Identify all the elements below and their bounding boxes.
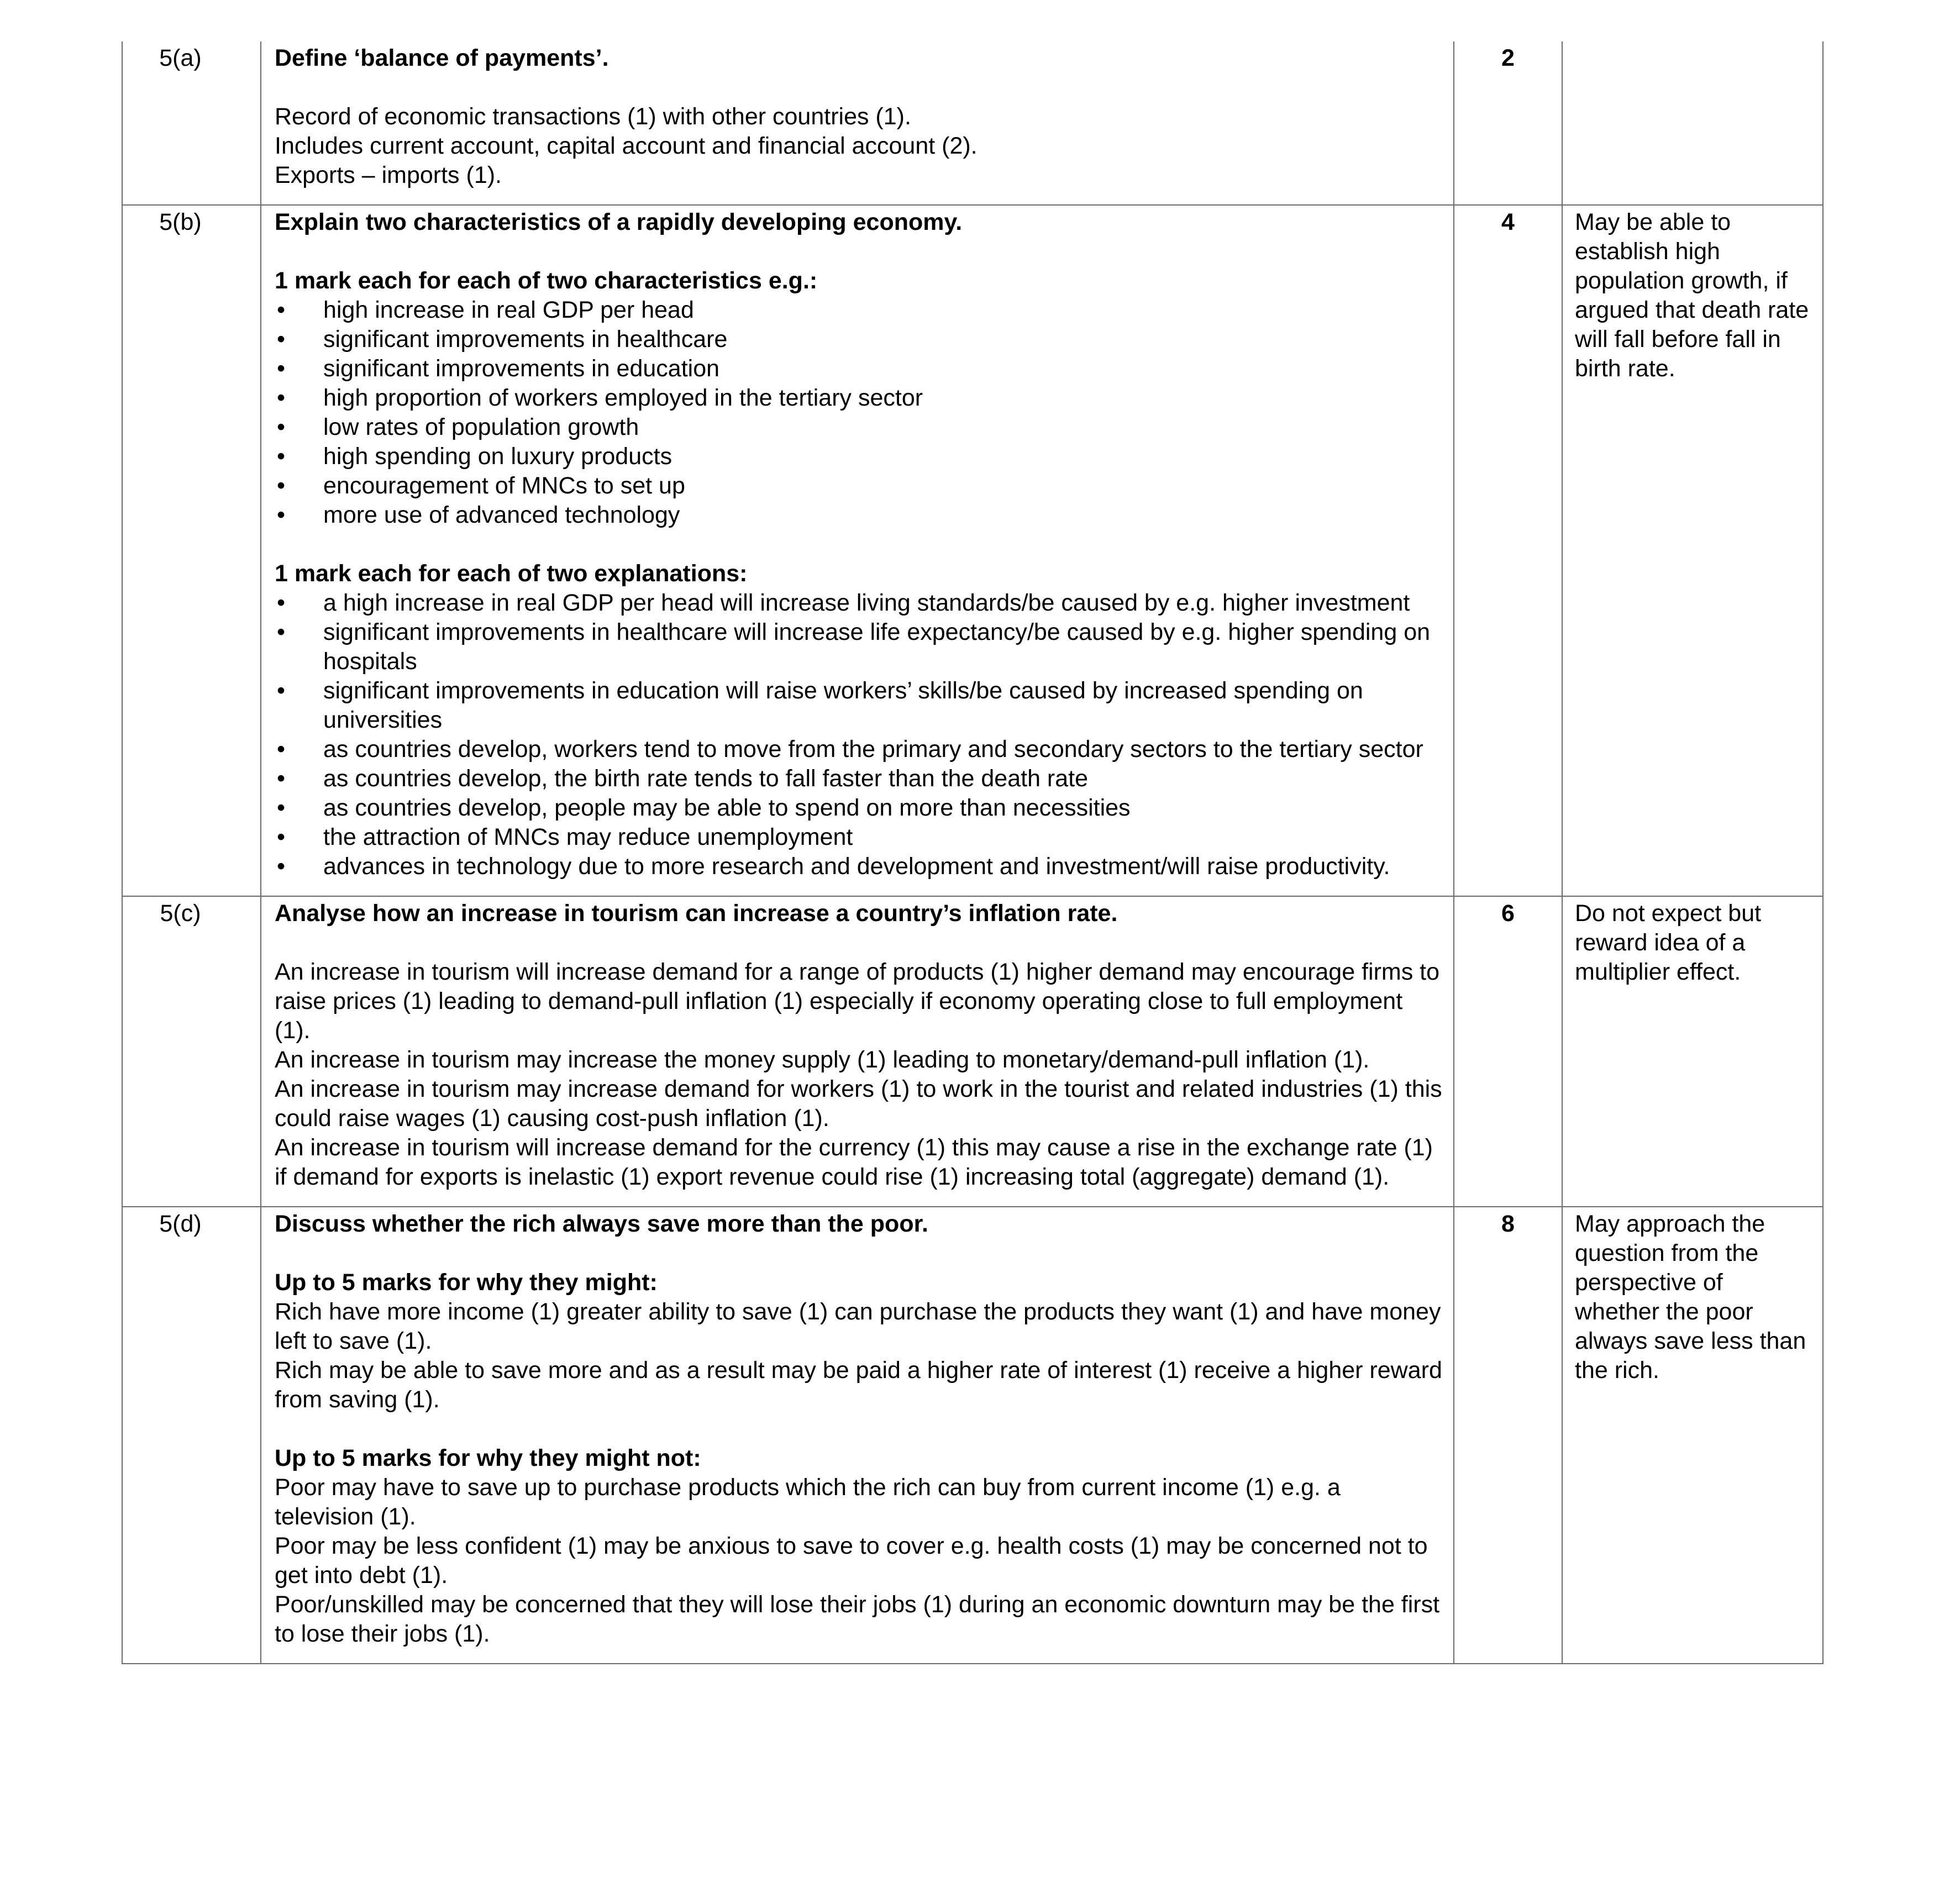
answer-line: Poor may have to save up to purchase products which the rich can buy from current income (1) e.g. a television (1). xyxy=(275,1474,1341,1530)
list-item: • as countries develop, people may be able to spend on more than necessities xyxy=(275,793,1442,823)
subheading: 1 mark each for each of two characteristics e.g.: xyxy=(275,267,818,294)
subheading: Up to 5 marks for why they might not: xyxy=(275,1445,701,1471)
answer-line: An increase in tourism may increase demand for workers (1) to work in the tourist and related industries (1) this could raise wages (1) causing cost-push inflation (1). xyxy=(275,1076,1442,1132)
question-row-5b xyxy=(122,205,1823,896)
answer-cell xyxy=(261,1207,1454,1664)
answer-line: Record of economic transactions (1) with other countries (1). xyxy=(275,103,911,130)
marks-cell: 8 xyxy=(1454,1207,1562,1664)
question-title: Define ‘balance of payments’. xyxy=(275,45,609,71)
question-title: Analyse how an increase in tourism can increase a country’s inflation rate. xyxy=(275,900,1118,927)
bullet-icon: • xyxy=(277,472,286,499)
question-title: Explain two characteristics of a rapidly developing economy. xyxy=(275,209,963,235)
answer-line: An increase in tourism will increase demand for a range of products (1) higher demand may encourage firms to raise prices (1) leading to demand-pull inflation (1) especially if economy operating close to full employment (1). xyxy=(275,959,1440,1044)
answer-line: Includes current account, capital account and financial account (2). xyxy=(275,133,978,159)
answer-line: Exports – imports (1). xyxy=(275,162,502,188)
marks-cell: 4 xyxy=(1454,205,1562,896)
answer-cell xyxy=(261,205,1454,896)
list-item: • high increase in real GDP per head xyxy=(275,296,1442,325)
bullet-icon: • xyxy=(277,590,286,616)
bullet-icon: • xyxy=(277,619,286,645)
list-item: • low rates of population growth xyxy=(275,413,1442,442)
bullet-list xyxy=(275,296,1442,530)
guidance-cell xyxy=(1562,41,1823,205)
list-item: • significant improvements in healthcare will increase life expectancy/be caused by e.g. higher spending on hospitals xyxy=(277,619,1431,675)
subheading: 1 mark each for each of two explanations: xyxy=(275,560,748,587)
list-item: • high spending on luxury products xyxy=(275,442,1442,471)
list-item: • significant improvements in healthcare xyxy=(275,325,1442,354)
list-item: • as countries develop, the birth rate tends to fall faster than the death rate xyxy=(275,764,1442,793)
bullet-icon: • xyxy=(277,736,286,762)
bullet-icon: • xyxy=(277,824,286,850)
guidance-cell: May be able to establish high population growth, if argued that death rate will fall before fall in birth rate. xyxy=(1562,205,1823,896)
bullet-icon: • xyxy=(277,443,286,470)
list-item: • as countries develop, workers tend to move from the primary and secondary sectors to the tertiary sector xyxy=(275,735,1442,764)
answer-line: An increase in tourism will increase demand for the currency (1) this may cause a rise in the exchange rate (1) if demand for exports is inelastic (1) export revenue could rise (1) increasing total (aggregate) demand (1). xyxy=(275,1134,1433,1190)
list-item: • significant improvements in education will raise workers’ skills/be caused by increased spending on universities xyxy=(277,677,1363,733)
bullet-icon: • xyxy=(277,326,286,353)
question-row-5c xyxy=(122,896,1823,1207)
bullet-list xyxy=(275,588,1442,881)
answer-line: Poor may be less confident (1) may be anxious to save to cover e.g. health costs (1) may be concerned not to get into debt (1). xyxy=(275,1533,1428,1589)
bullet-icon: • xyxy=(277,795,286,821)
question-number: 5(d) xyxy=(122,1207,261,1664)
answer-line: Poor/unskilled may be concerned that they will lose their jobs (1) during an economic downturn may be the first to lose their jobs (1). xyxy=(275,1591,1440,1647)
guidance-cell: May approach the question from the perspective of whether the poor always save less than the rich. xyxy=(1562,1207,1823,1664)
answer-cell xyxy=(261,41,1454,205)
bullet-icon: • xyxy=(277,853,286,880)
mark-scheme-table xyxy=(122,41,1824,1664)
subheading: Up to 5 marks for why they might: xyxy=(275,1269,658,1296)
bullet-icon: • xyxy=(277,385,286,411)
list-item: • high proportion of workers employed in the tertiary sector xyxy=(275,383,1442,413)
list-item: • a high increase in real GDP per head will increase living standards/be caused by e.g. higher investment xyxy=(275,588,1442,618)
question-number: 5(c) xyxy=(122,896,261,1207)
bullet-icon: • xyxy=(277,765,286,792)
bullet-icon: • xyxy=(277,297,286,323)
list-item: • significant improvements in education xyxy=(275,354,1442,383)
bullet-icon: • xyxy=(277,677,286,704)
marks-cell: 2 xyxy=(1454,41,1562,205)
list-item: • encouragement of MNCs to set up xyxy=(275,471,1442,501)
marks-cell: 6 xyxy=(1454,896,1562,1207)
list-item: • more use of advanced technology xyxy=(275,501,1442,530)
answer-line: Rich have more income (1) greater ability to save (1) can purchase the products they want (1) and have money left to save (1). xyxy=(275,1298,1441,1354)
answer-line: An increase in tourism may increase the money supply (1) leading to monetary/demand-pull inflation (1). xyxy=(275,1046,1370,1073)
question-row-5d xyxy=(122,1207,1823,1664)
question-title: Discuss whether the rich always save more than the poor. xyxy=(275,1211,928,1237)
bullet-icon: • xyxy=(277,355,286,382)
answer-cell xyxy=(261,896,1454,1207)
question-number: 5(a) xyxy=(122,41,261,205)
guidance-cell: Do not expect but reward idea of a multiplier effect. xyxy=(1562,896,1823,1207)
question-row-5a xyxy=(122,41,1823,205)
bullet-icon: • xyxy=(277,414,286,440)
answer-line: Rich may be able to save more and as a result may be paid a higher rate of interest (1) receive a higher reward from saving (1). xyxy=(275,1357,1442,1413)
question-number: 5(b) xyxy=(122,205,261,896)
bullet-icon: • xyxy=(277,502,286,528)
list-item: • advances in technology due to more research and development and investment/will raise productivity. xyxy=(275,852,1442,881)
list-item: • the attraction of MNCs may reduce unemployment xyxy=(275,823,1442,852)
